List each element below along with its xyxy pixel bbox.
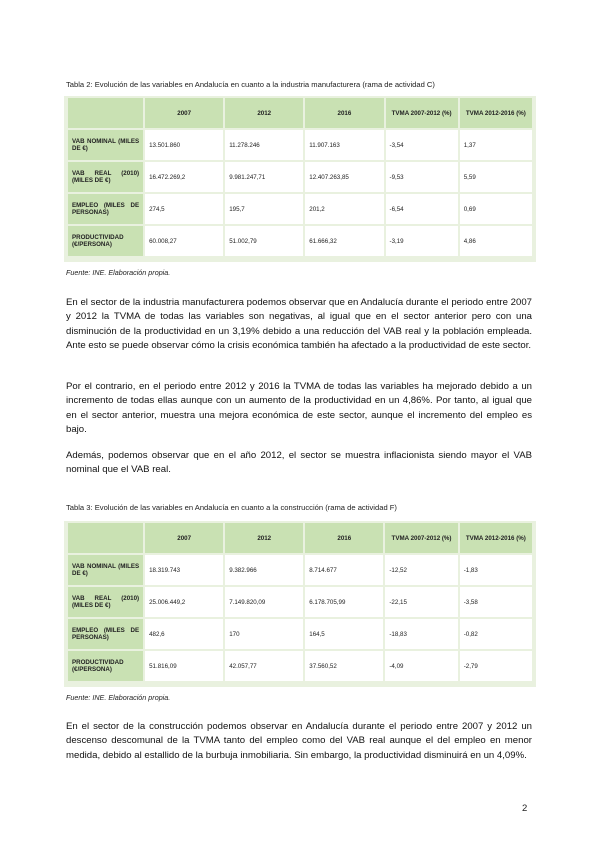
table2-source: Fuente: INE. Elaboración propia. <box>66 268 171 277</box>
table-row <box>68 651 532 681</box>
table-cell: 7.149.820,09 <box>225 587 303 617</box>
table3-source: Fuente: INE. Elaboración propia. <box>66 693 171 702</box>
table-cell: 51.816,09 <box>145 651 223 681</box>
row-label: PRODUCTIVIDAD (€/PERSONA) <box>68 651 143 681</box>
table2-header-row <box>68 98 532 128</box>
table-cell: 12.407.263,85 <box>305 162 383 192</box>
table2-corner <box>68 98 143 128</box>
table-cell: 9.981.247,71 <box>225 162 303 192</box>
table-cell: 5,59 <box>460 162 532 192</box>
paragraph: Además, podemos observar que en el año 2012, el sector se muestra inflacionista siendo mayor el VAB nominal que el VAB real. <box>66 450 532 476</box>
table-cell: 0,69 <box>460 194 532 224</box>
table-cell: 170 <box>225 619 303 649</box>
table-cell: 11.278.246 <box>225 130 303 160</box>
table-cell: -3,58 <box>460 587 532 617</box>
table2-caption: Tabla 2: Evolución de las variables en Andalucía en cuanto a la industria manufacturera (rama de actividad C) <box>66 80 435 89</box>
table-cell: -4,09 <box>385 651 457 681</box>
table-cell: 60.008,27 <box>145 226 223 256</box>
row-label: EMPLEO (MILES DE PERSONAS) <box>68 619 143 649</box>
table-cell: -9,53 <box>386 162 458 192</box>
table-cell: 164,5 <box>305 619 383 649</box>
table-cell: 37.560,52 <box>305 651 383 681</box>
table-cell: 1,37 <box>460 130 532 160</box>
table-row <box>68 619 532 649</box>
table-cell: -18,83 <box>385 619 457 649</box>
paragraph: En el sector de la construcción podemos observar en Andalucía durante el periodo entre 2007 y 2012 un descenso descomunal de la TVMA tanto del empleo como del VAB real aunque el del empleo en menor medida, debido al estallido de la burbuja inmobiliaria. Sin embargo, la productividad disminuirá en un 4,09%. <box>66 721 532 761</box>
table-cell: 9.382.966 <box>225 555 303 585</box>
paragraph: Por el contrario, en el periodo entre 2012 y 2016 la TVMA de todas las variables ha mejorado debido a un incremento de todas ellas aunque con un aumento de la productividad en un 4,86%. Por tanto, al igual que en el sector anterior, muestra una mejora económica de este sector, aunque el incremento del empleo es bajo. <box>66 381 532 436</box>
table3-header: TVMA 2012-2016 (%) <box>460 523 532 553</box>
table-cell: -22,15 <box>385 587 457 617</box>
table-cell: 13.501.860 <box>145 130 223 160</box>
table2-header: 2016 <box>305 98 383 128</box>
table-cell: -1,83 <box>460 555 532 585</box>
table2-header: TVMA 2007-2012 (%) <box>386 98 458 128</box>
table3-header-row <box>68 523 532 553</box>
table3 <box>66 521 534 683</box>
row-label: EMPLEO (MILES DE PERSONAS) <box>68 194 143 224</box>
table3-caption: Tabla 3: Evolución de las variables en Andalucía en cuanto a la construcción (rama de actividad F) <box>66 503 397 512</box>
table-cell: 61.666,32 <box>305 226 383 256</box>
row-label: VAB REAL (2010) (MILES DE €) <box>68 162 143 192</box>
paragraph: En el sector de la industria manufacturera podemos observar que en Andalucía durante el periodo entre 2007 y 2012 la TVMA de todas las variables son negativas, al igual que en el sector anterior pero con una disminución de la productividad en un 3,19% debido a una reducción del VAB real y la población empleada. Ante esto se puede observar cómo la crisis económica también ha afectado a la productividad de este sector. <box>66 297 532 352</box>
table-cell: -3,19 <box>386 226 458 256</box>
table2-header: TVMA 2012-2016 (%) <box>460 98 532 128</box>
table-cell: 16.472.269,2 <box>145 162 223 192</box>
table-cell: -2,79 <box>460 651 532 681</box>
table3-header: 2012 <box>225 523 303 553</box>
table2 <box>66 96 534 258</box>
table-cell: 42.057,77 <box>225 651 303 681</box>
table-row <box>68 587 532 617</box>
table-cell: 6.178.705,99 <box>305 587 383 617</box>
table3-header: 2007 <box>145 523 223 553</box>
table-cell: 482,6 <box>145 619 223 649</box>
table3-header: TVMA 2007-2012 (%) <box>385 523 457 553</box>
table-cell: 195,7 <box>225 194 303 224</box>
table-cell: 8.714.677 <box>305 555 383 585</box>
table-cell: 25.006.449,2 <box>145 587 223 617</box>
table-row <box>68 130 532 160</box>
table-cell: -3,54 <box>386 130 458 160</box>
page-number: 2 <box>522 803 528 814</box>
table-cell: -0,82 <box>460 619 532 649</box>
table-cell: 18.319.743 <box>145 555 223 585</box>
table-cell: 4,86 <box>460 226 532 256</box>
table-cell: 201,2 <box>305 194 383 224</box>
table-row <box>68 226 532 256</box>
table-cell: 51.002,79 <box>225 226 303 256</box>
row-label: VAB NOMINAL (MILES DE €) <box>68 130 143 160</box>
table3-header: 2016 <box>305 523 383 553</box>
table-cell: -6,54 <box>386 194 458 224</box>
row-label: PRODUCTIVIDAD (€/PERSONA) <box>68 226 143 256</box>
table-cell: 274,5 <box>145 194 223 224</box>
table-row <box>68 194 532 224</box>
table-cell: 11.907.163 <box>305 130 383 160</box>
table2-header: 2012 <box>225 98 303 128</box>
table2-header: 2007 <box>145 98 223 128</box>
table-row <box>68 162 532 192</box>
row-label: VAB NOMINAL (MILES DE €) <box>68 555 143 585</box>
table-cell: -12,52 <box>385 555 457 585</box>
row-label: VAB REAL (2010) (MILES DE €) <box>68 587 143 617</box>
table3-corner <box>68 523 143 553</box>
table-row <box>68 555 532 585</box>
